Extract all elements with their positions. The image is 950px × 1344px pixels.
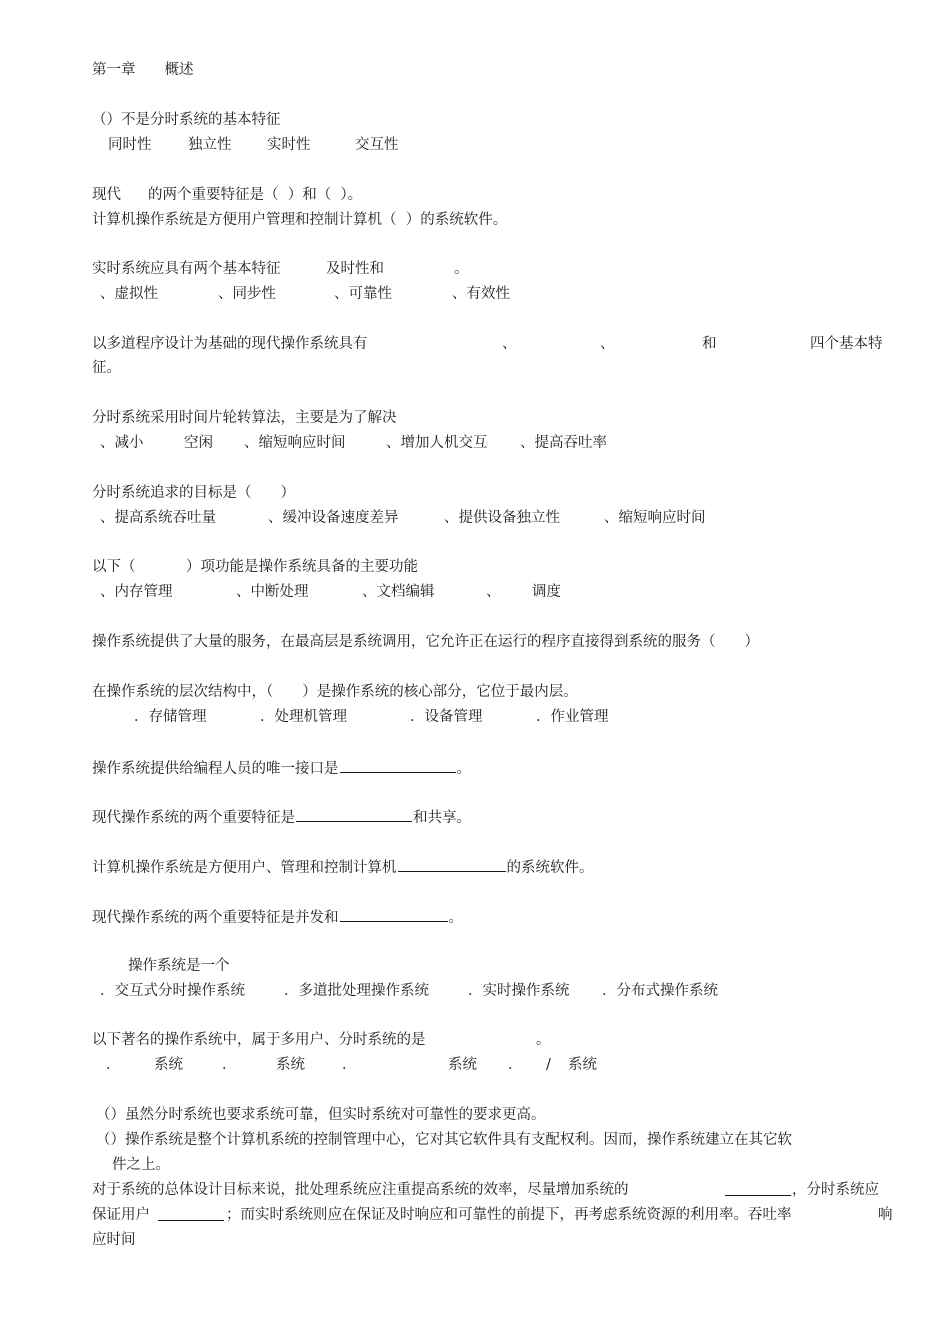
- question-19-line-2-b: ；而实时系统则应在保证及时响应和可靠性的前提下，再考虑系统资源的利用率。吞吐率: [226, 1207, 792, 1223]
- question-14-text-a: 现代操作系统的两个重要特征是并发和: [92, 910, 339, 926]
- question-7-option-b: 、缓冲设备速度差异: [268, 510, 399, 526]
- question-4-stem-a: 实时系统应具有两个基本特征: [92, 261, 281, 277]
- question-7-stem: 分时系统追求的目标是（ ）: [92, 485, 295, 501]
- question-5-part-4: 和: [702, 336, 717, 352]
- question-16-option-b: 系统: [276, 1057, 305, 1073]
- question-4-stem-b: 及时性和: [326, 261, 384, 277]
- question-7-option-a: 、提高系统吞吐量: [100, 510, 216, 526]
- question-10-stem: 在操作系统的层次结构中，（ ）是操作系统的核心部分，它位于最内层。: [92, 684, 578, 700]
- question-5-line-2: 征。: [92, 360, 121, 376]
- question-12-text-b: 和共享。: [413, 810, 471, 826]
- answer-blank: [296, 806, 412, 822]
- question-6-option-b: 、缩短响应时间: [244, 435, 346, 451]
- question-16-option-c: 系统: [448, 1057, 477, 1073]
- question-18-line-2: 件之上。: [112, 1157, 170, 1173]
- answer-blank: [725, 1180, 791, 1196]
- question-19-line-2-a: 保证用户: [92, 1207, 150, 1223]
- question-16-option-a-marker: ．: [106, 1057, 121, 1073]
- chapter-title: 第一章 概述: [92, 62, 194, 78]
- question-8-stem-b: ）项功能是操作系统具备的主要功能: [186, 559, 418, 575]
- question-19-line-2-c: 响: [878, 1207, 893, 1223]
- question-16-option-d: 系统: [568, 1057, 597, 1073]
- question-1-option-a: 同时性: [108, 137, 152, 153]
- question-4-option-a: 、虚拟性: [100, 286, 158, 302]
- question-15-option-a: ．交互式分时操作系统: [100, 983, 245, 999]
- question-4-option-b: 、同步性: [218, 286, 276, 302]
- question-17-text: （）虽然分时系统也要求系统可靠，但实时系统对可靠性的要求更高。: [96, 1107, 546, 1123]
- question-13-text-a: 计算机操作系统是方便用户、管理和控制计算机: [92, 860, 397, 876]
- question-8-stem-a: 以下（: [92, 559, 136, 575]
- question-10-option-a: ．存储管理: [134, 709, 207, 725]
- question-11-text-b: 。: [456, 761, 471, 777]
- question-5-part-3: 、: [600, 336, 615, 352]
- question-16-option-d-marker: ．: [508, 1057, 523, 1073]
- question-5-part-1: 以多道程序设计为基础的现代操作系统具有: [92, 336, 368, 352]
- question-8-option-c: 、文档编辑: [362, 584, 435, 600]
- question-3-text: 计算机操作系统是方便用户管理和控制计算机（ ）的系统软件。: [92, 212, 508, 228]
- answer-blank: [340, 906, 448, 922]
- question-8-option-a: 、内存管理: [100, 584, 173, 600]
- question-8-option-d-prefix: 、: [486, 584, 501, 600]
- question-9-text: 操作系统提供了大量的服务，在最高层是系统调用，它允许正在运行的程序直接得到系统的服务（ ）: [92, 634, 759, 650]
- question-10-option-d: ．作业管理: [536, 709, 609, 725]
- question-5-part-5: 四个基本特: [810, 336, 883, 352]
- question-5-part-2: 、: [502, 336, 517, 352]
- question-14: [92, 906, 463, 926]
- question-12: [92, 806, 471, 826]
- question-7-option-d: 、缩短响应时间: [604, 510, 706, 526]
- question-7-option-c: 、提供设备独立性: [444, 510, 560, 526]
- question-13: [92, 856, 594, 876]
- question-6-stem: 分时系统采用时间片轮转算法，主要是为了解决: [92, 410, 397, 426]
- question-18-line-1: （）操作系统是整个计算机系统的控制管理中心，它对其它软件具有支配权利。因而，操作系统建立在其它软: [96, 1132, 792, 1148]
- question-8-option-b: 、中断处理: [236, 584, 309, 600]
- question-6-option-c: 、增加人机交互: [386, 435, 488, 451]
- question-1-option-c: 实时性: [267, 137, 311, 153]
- question-6-option-d: 、提高吞吐率: [520, 435, 607, 451]
- question-11-text-a: 操作系统提供给编程人员的唯一接口是: [92, 761, 339, 777]
- question-15-stem: 操作系统是一个: [128, 958, 230, 974]
- question-2-text-a: 现代: [92, 187, 121, 203]
- question-13-text-b: 的系统软件。: [506, 860, 594, 876]
- question-16-option-c-marker: ．: [342, 1057, 357, 1073]
- question-15-option-d: ．分布式操作系统: [602, 983, 718, 999]
- question-4-stem-c: 。: [454, 261, 469, 277]
- answer-blank: [340, 757, 456, 773]
- question-16-option-b-marker: ．: [222, 1057, 237, 1073]
- question-4-option-c: 、可靠性: [334, 286, 392, 302]
- question-16-option-a: 系统: [154, 1057, 183, 1073]
- question-15-option-c: ．实时操作系统: [468, 983, 570, 999]
- question-6-option-a: 、减小: [100, 435, 144, 451]
- question-2-text-b: 的两个重要特征是（ ）和（ ）。: [148, 187, 363, 203]
- answer-blank: [398, 856, 506, 872]
- question-6-option-a2: 空闲: [184, 435, 213, 451]
- question-19-line-3: 应时间: [92, 1232, 136, 1248]
- question-1-stem: （）不是分时系统的基本特征: [92, 112, 281, 128]
- answer-blank: [158, 1205, 224, 1221]
- question-16-stem-a: 以下著名的操作系统中，属于多用户、分时系统的是: [92, 1032, 426, 1048]
- question-10-option-c: ．设备管理: [410, 709, 483, 725]
- question-19-line-1-b: ，分时系统应: [792, 1182, 879, 1198]
- question-16-option-d-slash: /: [546, 1057, 551, 1073]
- question-1-option-d: 交互性: [355, 137, 399, 153]
- question-19-line-1-a: 对于系统的总体设计目标来说，批处理系统应注重提高系统的效率，尽量增加系统的: [92, 1182, 629, 1198]
- question-1-option-b: 独立性: [188, 137, 232, 153]
- question-15-option-b: ．多道批处理操作系统: [284, 983, 429, 999]
- question-4-option-d: 、有效性: [452, 286, 510, 302]
- question-12-text-a: 现代操作系统的两个重要特征是: [92, 810, 295, 826]
- question-8-option-d: 调度: [532, 584, 561, 600]
- question-14-text-b: 。: [448, 910, 463, 926]
- question-10-option-b: ．处理机管理: [260, 709, 347, 725]
- question-11: [92, 757, 471, 777]
- question-16-stem-b: 。: [536, 1032, 551, 1048]
